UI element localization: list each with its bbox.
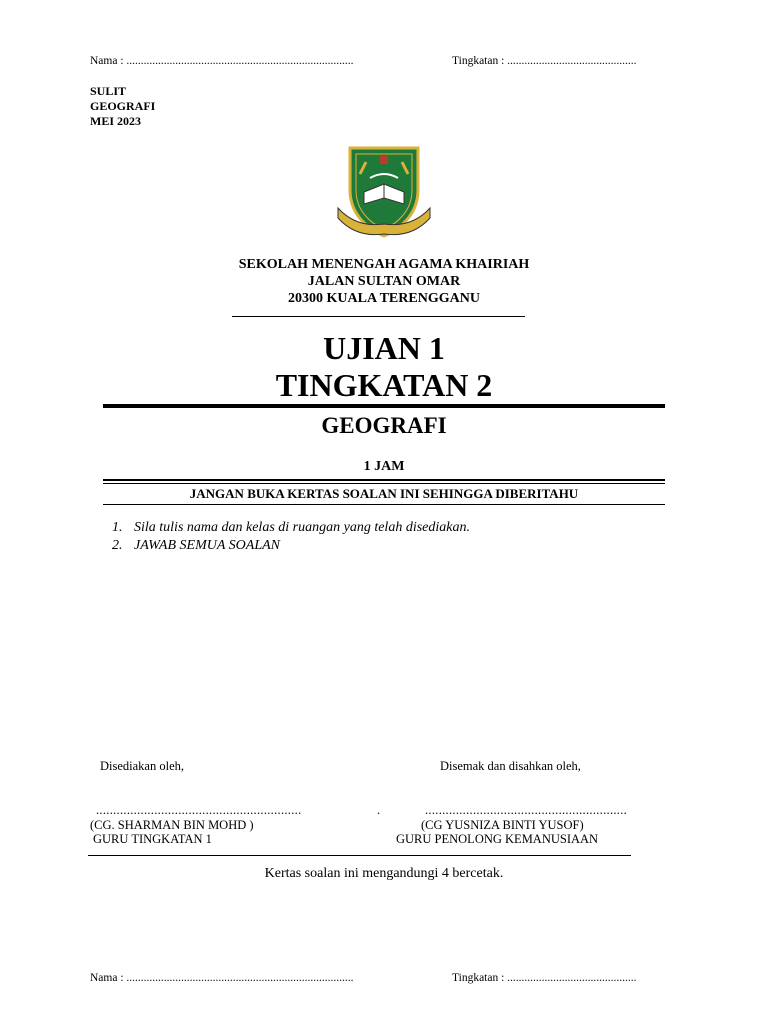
verified-by-signature-line: ........................................................... [425, 803, 628, 817]
instruction-item: 1. Sila tulis nama dan kelas di ruangan yang telah disediakan. [112, 520, 470, 535]
verified-by-label: Disemak dan disahkan oleh, [440, 759, 581, 773]
school-street: JALAN SULTAN OMAR [307, 274, 461, 289]
school-name: SEKOLAH MENENGAH AGAMA KHAIRIAH [238, 257, 530, 272]
warning-underline [103, 504, 665, 505]
school-block [0, 256, 768, 307]
title-thick-rule [103, 404, 665, 408]
signature-underline [88, 855, 631, 856]
header-date: MEI 2023 [90, 114, 141, 128]
header-sulit: SULIT [90, 84, 127, 98]
prepared-by-signature-line: ............................................................ [96, 803, 302, 817]
verified-by-role: GURU PENOLONG KEMANUSIAAN [396, 832, 599, 846]
header-subject: GEOGRAFI [90, 99, 156, 113]
document-header [90, 84, 155, 129]
prepared-by-role: GURU TINGKATAN 1 [93, 832, 212, 846]
prepared-by-label: Disediakan oleh, [100, 759, 185, 773]
verified-by-name: (CG YUSNIZA BINTI YUSOF) [421, 818, 584, 832]
double-rule-top [103, 479, 665, 481]
exam-warning: JANGAN BUKA KERTAS SOALAN INI SEHINGGA DIBERITAHU [189, 486, 579, 501]
exam-level: TINGKATAN 2 [275, 367, 493, 403]
exam-title: UJIAN 1 [323, 330, 445, 366]
footer-name-field-line: Nama : ............................................................................... [90, 972, 354, 984]
instructions-list [112, 519, 470, 555]
separator-dot: . [377, 803, 381, 817]
name-field-line: Nama : ............................................................................... [90, 55, 354, 67]
page-count-note: Kertas soalan ini mengandungi 4 bercetak. [264, 866, 504, 881]
double-rule-bottom [103, 483, 665, 484]
exam-duration: 1 JAM [363, 459, 405, 474]
school-underline [232, 316, 525, 317]
prepared-by-name: (CG. SHARMAN BIN MOHD ) [90, 818, 254, 832]
instruction-item: 2. JAWAB SEMUA SOALAN [112, 538, 280, 553]
school-crest-icon [336, 144, 432, 240]
footer-class-field-line: Tingkatan : ............................................. [452, 972, 637, 984]
class-field-line: Tingkatan : ............................................. [452, 55, 637, 67]
school-city: 20300 KUALA TERENGGANU [288, 291, 480, 306]
exam-subject: GEOGRAFI [321, 413, 447, 438]
